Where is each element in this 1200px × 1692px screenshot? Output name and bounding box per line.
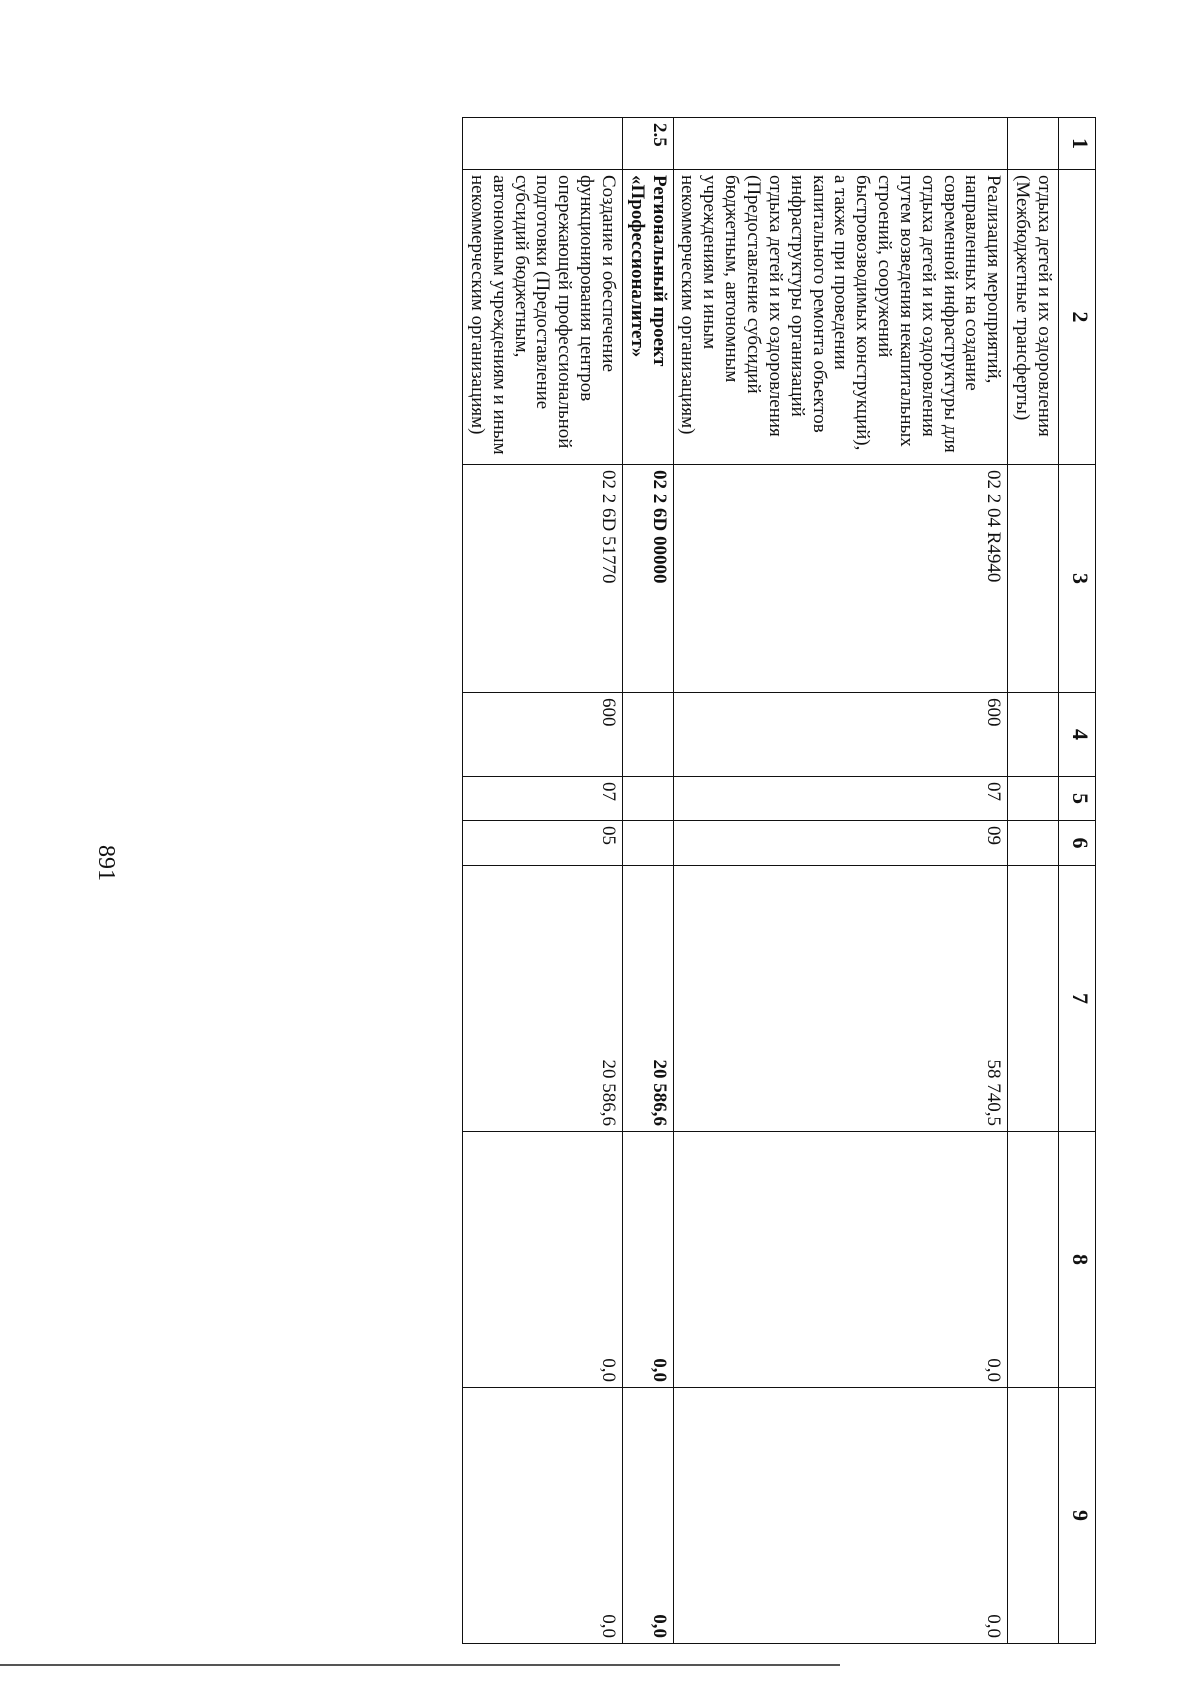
col-header-3: 3 bbox=[1059, 465, 1096, 693]
amount-cell-9 bbox=[1008, 1388, 1059, 1644]
code-cell: 02 2 6D 00000 bbox=[622, 465, 673, 693]
amount-cell-8: 0,0 bbox=[673, 1132, 1008, 1388]
col4-cell bbox=[1008, 693, 1059, 777]
col6-cell: 09 bbox=[673, 821, 1008, 866]
amount-cell-8: 0,0 bbox=[463, 1132, 623, 1388]
amount-cell-7: 20 586,6 bbox=[622, 866, 673, 1132]
col6-cell bbox=[622, 821, 673, 866]
description-cell: отдыха детей и их оздоровления (Межбюджетные трансферты) bbox=[1008, 170, 1059, 465]
col4-cell bbox=[622, 693, 673, 777]
col5-cell: 07 bbox=[673, 777, 1008, 821]
amount-cell-8 bbox=[1008, 1132, 1059, 1388]
amount-cell-7: 20 586,6 bbox=[463, 866, 623, 1132]
amount-cell-7 bbox=[1008, 866, 1059, 1132]
col-header-7: 7 bbox=[1059, 866, 1096, 1132]
header-row bbox=[1059, 118, 1096, 1644]
code-cell: 02 2 6D 51770 bbox=[463, 465, 623, 693]
row-number-cell: 2.5 bbox=[622, 118, 673, 170]
amount-cell-9: 0,0 bbox=[622, 1388, 673, 1644]
row-number-cell bbox=[463, 118, 623, 170]
description-cell: Реализация мероприятий, направленных на создание современной инфраструктуры для отдыха детей и их оздоровления путем возведения некапитальных строений, сооружений быстровозводимых конструкций), а также при проведении капитального ремонта объектов инфраструктуры организаций отдыха детей и их оздоровления (Предоставление субсидий бюджетным, автономным учреждениям и иным некоммерческим организациям) bbox=[673, 170, 1008, 465]
budget-table bbox=[462, 117, 1096, 1644]
row-number-cell bbox=[1008, 118, 1059, 170]
col5-cell bbox=[1008, 777, 1059, 821]
amount-cell-7: 58 740,5 bbox=[673, 866, 1008, 1132]
col-header-2: 2 bbox=[1059, 170, 1096, 465]
rotated-page-content bbox=[196, 117, 1096, 1643]
col6-cell bbox=[1008, 821, 1059, 866]
table-row bbox=[463, 118, 623, 1644]
scan-bottom-rule bbox=[0, 1664, 840, 1666]
page-number: 891 bbox=[93, 845, 119, 881]
table-row-section bbox=[622, 118, 673, 1644]
col-header-1: 1 bbox=[1059, 118, 1096, 170]
col6-cell: 05 bbox=[463, 821, 623, 866]
col-header-4: 4 bbox=[1059, 693, 1096, 777]
col-header-5: 5 bbox=[1059, 777, 1096, 821]
col-header-9: 9 bbox=[1059, 1388, 1096, 1644]
col5-cell: 07 bbox=[463, 777, 623, 821]
col-header-6: 6 bbox=[1059, 821, 1096, 866]
table-row bbox=[1008, 118, 1059, 1644]
col4-cell: 600 bbox=[463, 693, 623, 777]
table-row bbox=[673, 118, 1008, 1644]
code-cell: 02 2 04 R4940 bbox=[673, 465, 1008, 693]
amount-cell-9: 0,0 bbox=[673, 1388, 1008, 1644]
amount-cell-9: 0,0 bbox=[463, 1388, 623, 1644]
row-number-cell bbox=[673, 118, 1008, 170]
description-cell: Создание и обеспечение функционирования центров опережающей профессиональной подготовки (Предоставление субсидий бюджетным, автономным учреждениям и иным некоммерческим организациям) bbox=[463, 170, 623, 465]
col5-cell bbox=[622, 777, 673, 821]
code-cell bbox=[1008, 465, 1059, 693]
col-header-8: 8 bbox=[1059, 1132, 1096, 1388]
description-cell: Региональный проект «Профессионалитет» bbox=[622, 170, 673, 465]
col4-cell: 600 bbox=[673, 693, 1008, 777]
amount-cell-8: 0,0 bbox=[622, 1132, 673, 1388]
